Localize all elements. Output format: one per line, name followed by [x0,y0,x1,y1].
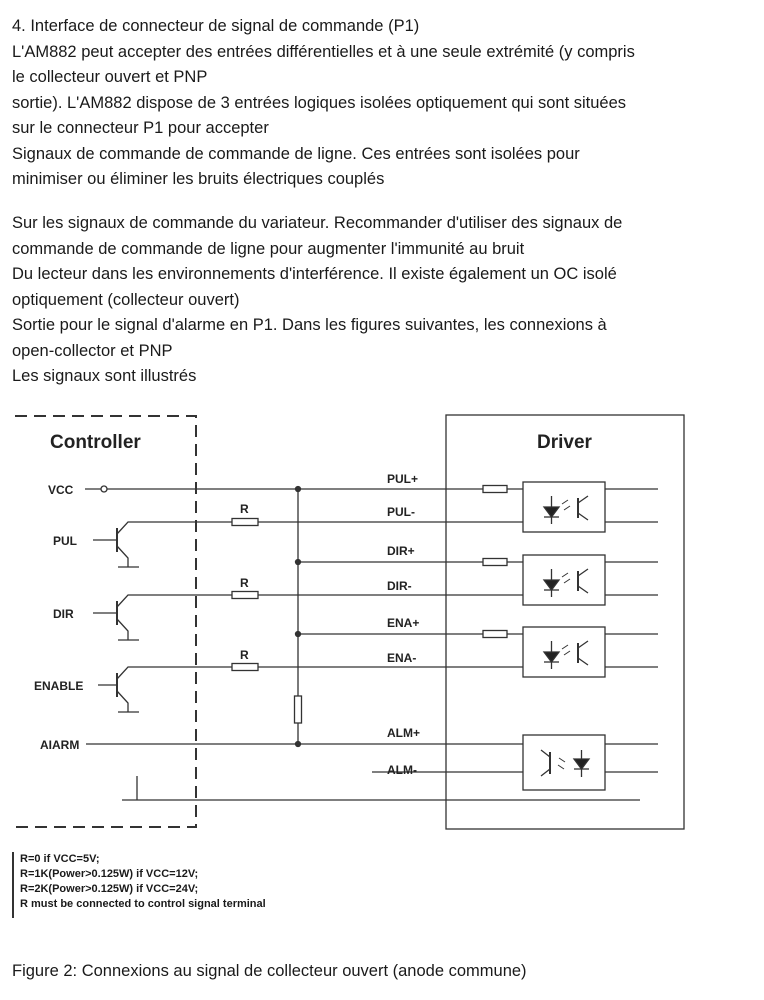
resistor-label: R [240,648,249,662]
optocoupler-dir [523,555,605,605]
pin-pul-minus: PUL- [387,505,415,519]
dir-label: DIR [53,607,74,621]
text-line: minimiser ou éliminer les bruits électriques couplés [12,170,385,188]
pin-dir-plus: DIR+ [387,544,415,558]
controller-boundary [15,416,196,827]
note-line: R=2K(Power>0.125W) if VCC=24V; [20,883,199,895]
pul-label: PUL [53,534,77,548]
text-line: commande de commande de ligne pour augmenter l'immunité au bruit [12,239,525,258]
text-line: Les signaux sont illustrés [12,367,197,385]
text-line: sur le connecteur P1 pour accepter [12,119,269,137]
text-line: le collecteur ouvert et PNP [12,68,208,86]
text-line: Sur les signaux de commande du variateur. Recommander d'utiliser des signaux de [12,214,623,232]
ena-resistor [232,664,258,671]
recommendation-paragraph [12,211,757,390]
alarm-label: AIARM [40,738,80,752]
resistor-label: R [240,576,249,590]
text-line: Signaux de commande de commande de ligne. Ces entrées sont isolées pour [12,144,580,163]
pin-pul-plus: PUL+ [387,472,419,486]
pin-ena-plus: ENA+ [387,616,420,630]
note-line: R=0 if VCC=5V; [20,853,100,865]
resistor-notes [12,852,390,918]
pin-dir-minus: DIR- [387,579,412,593]
controller-title: Controller [50,432,141,453]
text-line: sortie). L'AM882 dispose de 3 entrées logiques isolées optiquement qui sont situées [12,93,627,112]
note-line: R must be connected to control signal terminal [20,898,266,910]
intro-paragraph [12,14,757,193]
pullup-resistor [295,696,302,723]
pin-ena-minus: ENA- [387,651,417,665]
enable-label: ENABLE [34,679,84,693]
wiring-schematic [0,400,764,840]
pin-alm-minus: ALM- [387,763,417,777]
figure-caption: Figure 2: Connexions au signal de collecteur ouvert (anode commune) [12,962,527,980]
text-line: L'AM882 peut accepter des entrées différentielles et à une seule extrémité (y compris [12,42,635,61]
pul-resistor [232,519,258,526]
optocoupler-pul [523,482,605,532]
text-line: open-collector et PNP [12,341,173,360]
vcc-label: VCC [48,483,74,497]
pul-input-resistor [483,486,507,493]
text-line: 4. Interface de connecteur de signal de commande (P1) [12,17,420,35]
pin-alm-plus: ALM+ [387,726,420,740]
text-line: Du lecteur dans les environnements d'interférence. Il existe également un OC isolé [12,265,617,283]
resistor-label: R [240,502,249,516]
driver-title: Driver [537,432,592,453]
dir-resistor [232,592,258,599]
optocoupler-ena [523,627,605,677]
note-line: R=1K(Power>0.125W) if VCC=12V; [20,868,199,880]
text-line: Sortie pour le signal d'alarme en P1. Dans les figures suivantes, les connexions à [12,316,607,334]
text-line: optiquement (collecteur ouvert) [12,290,240,309]
optocoupler-alarm [523,735,605,790]
